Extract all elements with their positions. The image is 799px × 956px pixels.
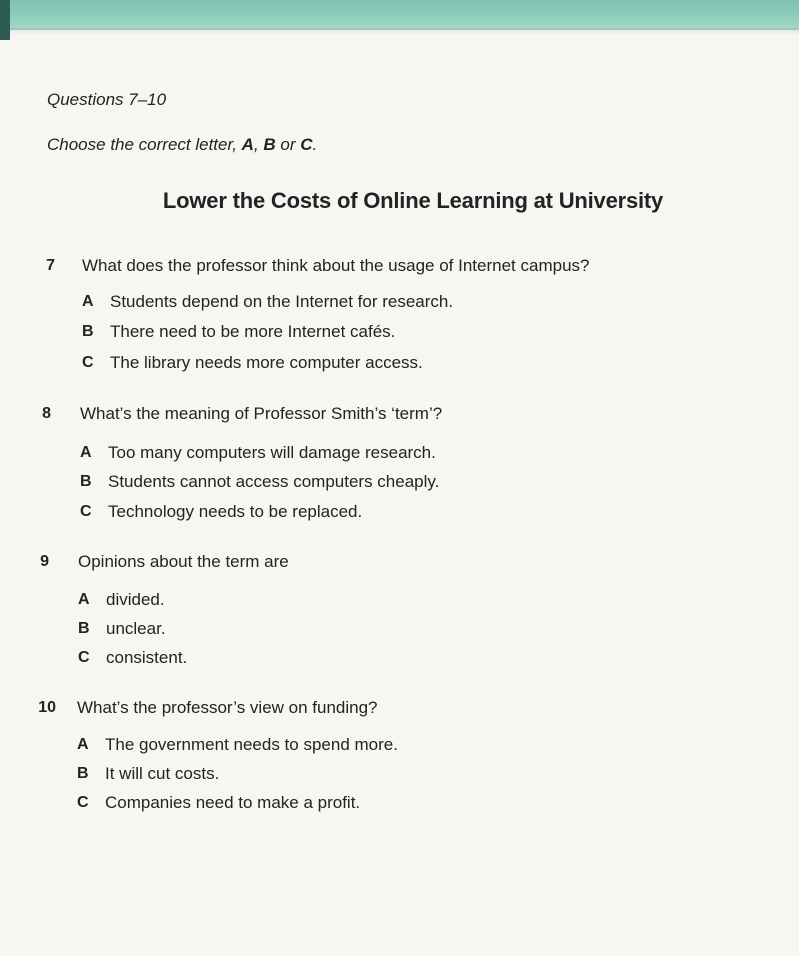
section-title: Lower the Costs of Online Learning at University bbox=[162, 188, 664, 213]
option-text: Students cannot access computers cheaply. bbox=[108, 472, 440, 491]
option-letter: A bbox=[78, 591, 90, 608]
option-letter: C bbox=[80, 503, 92, 520]
option-letter: C bbox=[82, 354, 94, 371]
questions-range: Questions 7–10 bbox=[47, 90, 167, 109]
question-number: 7 bbox=[46, 257, 55, 274]
option-letter: B bbox=[80, 473, 92, 490]
question-text: Opinions about the term are bbox=[78, 552, 289, 571]
option-text: divided. bbox=[106, 590, 165, 609]
instruction-prefix: Choose the correct letter, bbox=[47, 135, 242, 154]
instruction-letter-a: A bbox=[241, 135, 254, 154]
option-text: unclear. bbox=[106, 619, 166, 638]
option-text: consistent. bbox=[106, 648, 188, 667]
option-text: Students depend on the Internet for research. bbox=[110, 292, 454, 311]
question-number: 10 bbox=[38, 699, 56, 716]
option-letter: B bbox=[77, 765, 89, 782]
question-text: What’s the meaning of Professor Smith’s ‘term’? bbox=[80, 404, 443, 423]
instruction-period: . bbox=[312, 135, 318, 154]
option-text: It will cut costs. bbox=[105, 764, 220, 783]
question-number: 8 bbox=[42, 405, 51, 422]
option-letter: A bbox=[82, 293, 94, 310]
question-text: What’s the professor’s view on funding? bbox=[77, 698, 378, 717]
instruction-text bbox=[47, 135, 317, 155]
option-text: There need to be more Internet cafés. bbox=[110, 322, 396, 341]
option-letter: C bbox=[77, 794, 89, 811]
option-text: The government needs to spend more. bbox=[105, 735, 398, 754]
option-letter: B bbox=[78, 620, 90, 637]
option-letter: C bbox=[78, 649, 90, 666]
option-text: Technology needs to be replaced. bbox=[108, 502, 363, 521]
instruction-letter-c: C bbox=[300, 135, 313, 154]
option-text: Companies need to make a profit. bbox=[105, 793, 361, 812]
option-text: The library needs more computer access. bbox=[110, 353, 423, 372]
option-text: Too many computers will damage research. bbox=[108, 443, 436, 462]
option-letter: A bbox=[77, 736, 89, 753]
instruction-letter-b: B bbox=[263, 135, 276, 154]
option-letter: B bbox=[82, 323, 94, 340]
instruction-sep-or: or bbox=[275, 135, 301, 154]
option-letter: A bbox=[80, 444, 92, 461]
question-text: What does the professor think about the usage of Internet campus? bbox=[82, 256, 590, 275]
instruction-sep-1: , bbox=[253, 135, 264, 154]
question-number: 9 bbox=[40, 553, 49, 570]
